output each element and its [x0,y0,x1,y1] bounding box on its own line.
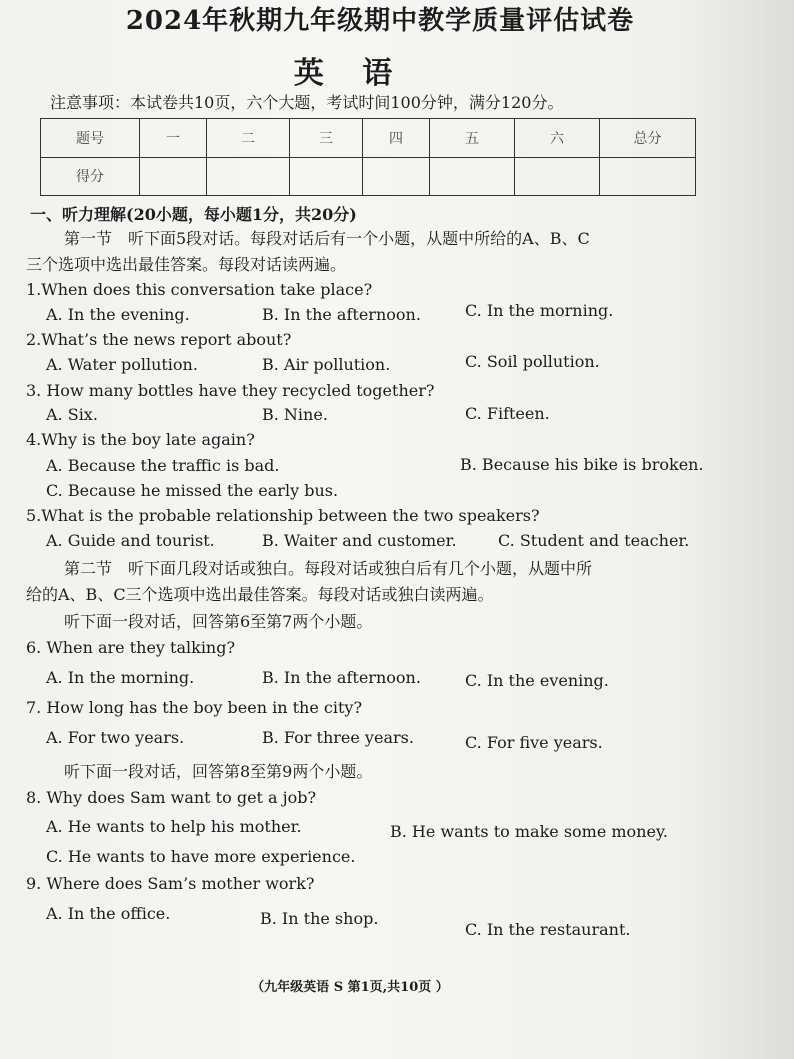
q4-option-b: B. Because his bike is broken. [460,455,704,474]
q5-option-b: B. Waiter and customer. [262,531,457,550]
exam-title: 2024年秋期九年级期中教学质量评估试卷 [125,6,635,36]
question-7: 7. How long has the boy been in the city? [26,698,363,717]
question-5: 5.What is the probable relationship between the two speakers? [26,506,540,525]
q9-option-c: C. In the restaurant. [465,920,631,939]
q3-option-a: A. Six. [46,405,98,424]
score-table-score-row [41,157,696,196]
exam-subject: 英 语 [293,56,407,91]
q3-option-b: B. Nine. [262,405,328,424]
q2-option-b: B. Air pollution. [262,355,391,374]
q8-option-c: C. He wants to have more experience. [46,847,356,866]
q6-option-b: B. In the afternoon. [262,668,421,687]
question-9: 9. Where does Sam’s mother work? [26,874,315,893]
q1-option-c: C. In the morning. [465,301,614,320]
question-1: 1.When does this conversation take place? [26,280,373,299]
question-8: 8. Why does Sam want to get a job? [26,788,317,807]
q4-option-c: C. Because he missed the early bus. [46,481,339,500]
q5-option-a: A. Guide and tourist. [46,531,215,550]
section-heading: 一、听力理解(20小题，每小题1分，共20分) [30,205,357,224]
q9-option-a: A. In the office. [46,904,171,923]
score-cell-6: 六 [515,119,600,158]
q3-option-c: C. Fifteen. [465,404,550,423]
question-6: 6. When are they talking? [26,638,236,657]
part1-instructions: 第一节 听下面5段对话。每段对话后有一个小题，从题中所给的A、B、C [64,229,590,248]
question-4: 4.Why is the boy late again? [26,430,255,449]
q9-option-b: B. In the shop. [260,909,379,928]
exam-notice: 注意事项：本试卷共10页，六个大题，考试时间100分钟，满分120分。 [50,93,564,112]
part2-instructions-cont: 给的A、B、C三个选项中选出最佳答案。每段对话或独白读两遍。 [26,585,494,604]
q8-option-a: A. He wants to help his mother. [46,817,302,836]
q7-option-a: A. For two years. [46,728,185,747]
page-footer: （九年级英语 S 第1页,共10页 ） [251,980,449,995]
score-table [40,118,696,196]
q8-option-b: B. He wants to make some money. [390,822,668,841]
part1-instructions-cont: 三个选项中选出最佳答案。每段对话读两遍。 [26,255,347,274]
q6-option-c: C. In the evening. [465,671,609,690]
q6-option-a: A. In the morning. [46,668,195,687]
part2-instructions: 第二节 听下面几段对话或独白。每段对话或独白后有几个小题，从题中所 [64,559,593,578]
q2-option-c: C. Soil pollution. [465,352,600,371]
q7-option-c: C. For five years. [465,733,603,752]
score-cell-2: 二 [207,119,290,158]
score-cell-4: 四 [363,119,430,158]
score-row-label: 得分 [41,157,140,196]
instruction-q6-q7: 听下面一段对话，回答第6至第7两个小题。 [64,612,373,631]
q7-option-b: B. For three years. [262,728,414,747]
q2-option-a: A. Water pollution. [46,355,198,374]
score-cell-5: 五 [430,119,515,158]
instruction-q8-q9: 听下面一段对话，回答第8至第9两个小题。 [64,762,373,781]
q5-option-c: C. Student and teacher. [498,531,690,550]
score-cell-3: 三 [290,119,363,158]
score-cell-label: 题号 [41,119,140,158]
q4-option-a: A. Because the traffic is bad. [46,456,280,475]
score-table-header-row [41,119,696,158]
score-cell-total: 总分 [600,119,696,158]
question-2: 2.What’s the news report about? [26,330,292,349]
q1-option-b: B. In the afternoon. [262,305,421,324]
score-cell-1: 一 [140,119,207,158]
question-3: 3. How many bottles have they recycled together? [26,381,435,400]
q1-option-a: A. In the evening. [46,305,190,324]
